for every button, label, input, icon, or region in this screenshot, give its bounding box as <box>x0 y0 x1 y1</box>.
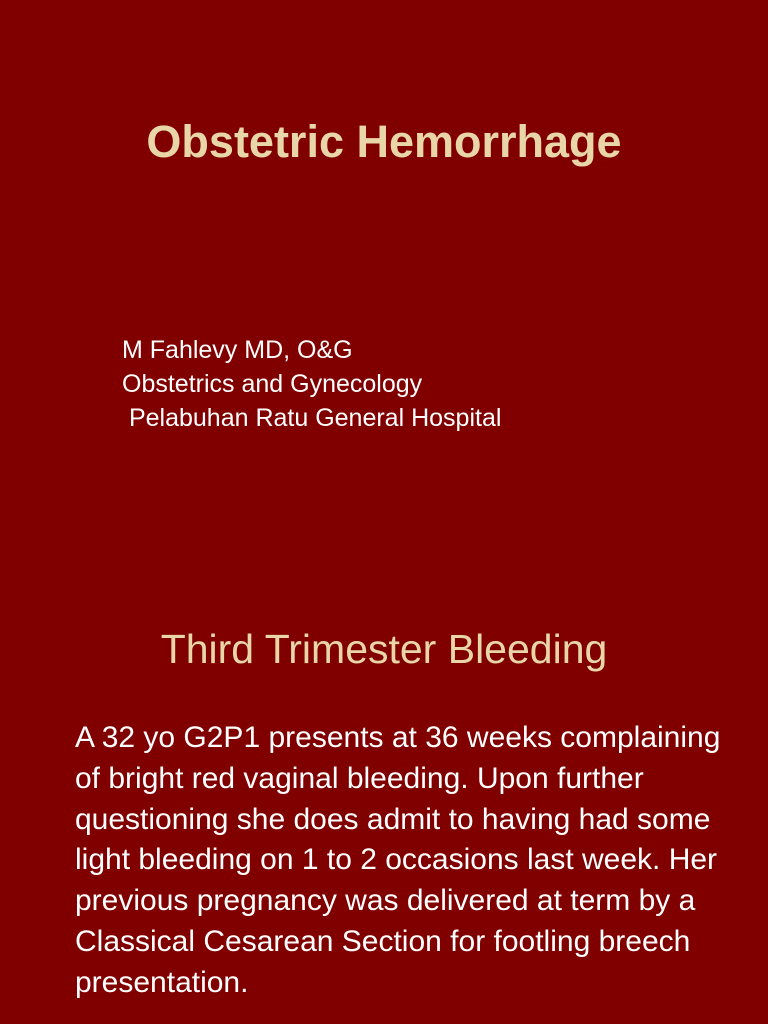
author-name: M Fahlevy MD, O&G <box>122 336 353 364</box>
author-block <box>122 333 501 435</box>
case-description: A 32 yo G2P1 presents at 36 weeks complaining of bright red vaginal bleeding. Upon further questioning she does admit to having had some light bleeding on 1 to 2 occasions last week. Her previous pregnancy was delivered at term by a Classical Cesarean Section for footling breech presentation. <box>75 721 721 999</box>
slide-1-title: Obstetric Hemorrhage <box>146 116 622 167</box>
author-department: Obstetrics and Gynecology <box>122 370 423 398</box>
author-hospital: Pelabuhan Ratu General Hospital <box>122 404 502 432</box>
slide-case <box>0 576 768 1024</box>
slide-2-title: Third Trimester Bleeding <box>160 626 608 672</box>
